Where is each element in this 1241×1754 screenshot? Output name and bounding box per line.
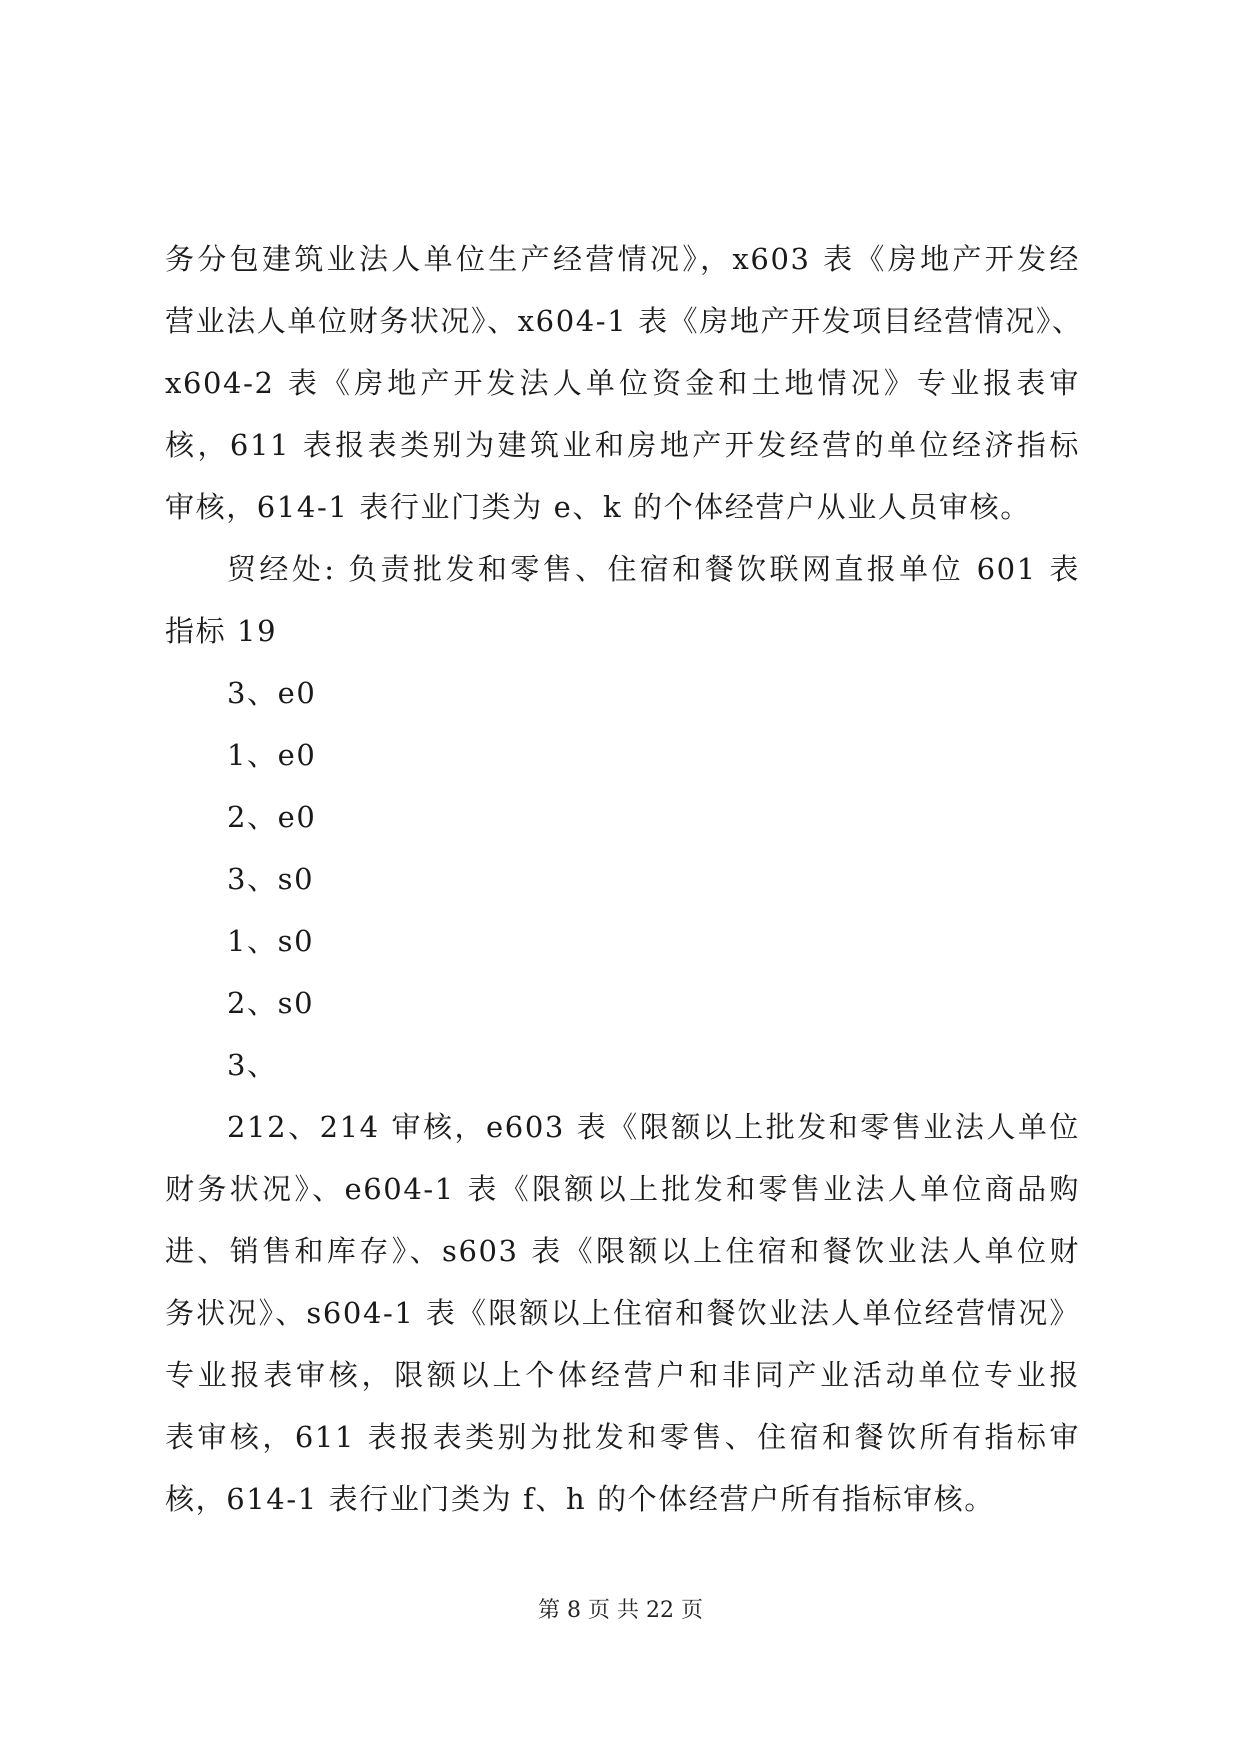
text-line-8: 3、e0 xyxy=(227,676,317,710)
text-line-19: 专业报表审核，限额以上个体经营户和非同产业活动单位专业报 xyxy=(165,1358,1080,1392)
text-line-9: 1、e0 xyxy=(227,738,317,772)
text-line-13: 2、s0 xyxy=(227,986,315,1020)
document-body xyxy=(165,228,1083,1530)
text-line-2: 营业法人单位财务状况》、x604-1 表《房地产开发项目经营情况》、 xyxy=(165,304,1083,338)
text-line-5: 审核，614-1 表行业门类为 e、k 的个体经营户从业人员审核。 xyxy=(165,490,1031,524)
text-line-20: 表审核，611 表报表类别为批发和零售、住宿和餐饮所有指标审 xyxy=(165,1420,1080,1454)
text-line-1: 务分包建筑业法人单位生产经营情况》，x603 表《房地产开发经 xyxy=(165,242,1080,276)
text-line-12: 1、s0 xyxy=(227,924,315,958)
text-line-3: x604-2 表《房地产开发法人单位资金和土地情况》专业报表审 xyxy=(165,366,1080,400)
text-line-17: 进、销售和库存》、s603 表《限额以上住宿和餐饮业法人单位财 xyxy=(165,1234,1080,1268)
text-line-11: 3、s0 xyxy=(227,862,315,896)
text-line-18: 务状况》、s604-1 表《限额以上住宿和餐饮业法人单位经营情况》 xyxy=(165,1296,1080,1330)
text-line-15: 212、214 审核，e603 表《限额以上批发和零售业法人单位 xyxy=(227,1110,1080,1144)
text-line-14: 3、 xyxy=(227,1048,278,1082)
text-line-6: 贸经处: 负责批发和零售、住宿和餐饮联网直报单位 601 表 xyxy=(227,552,1080,586)
text-line-7: 指标 19 xyxy=(165,614,278,648)
text-line-21: 核，614-1 表行业门类为 f、h 的个体经营户所有指标审核。 xyxy=(165,1482,995,1516)
text-line-4: 核，611 表报表类别为建筑业和房地产开发经营的单位经济指标 xyxy=(165,428,1080,462)
text-line-16: 财务状况》、e604-1 表《限额以上批发和零售业法人单位商品购 xyxy=(165,1172,1080,1206)
page-number-footer: 第 8 页 共 22 页 xyxy=(538,1598,703,1623)
text-line-10: 2、e0 xyxy=(227,800,317,834)
